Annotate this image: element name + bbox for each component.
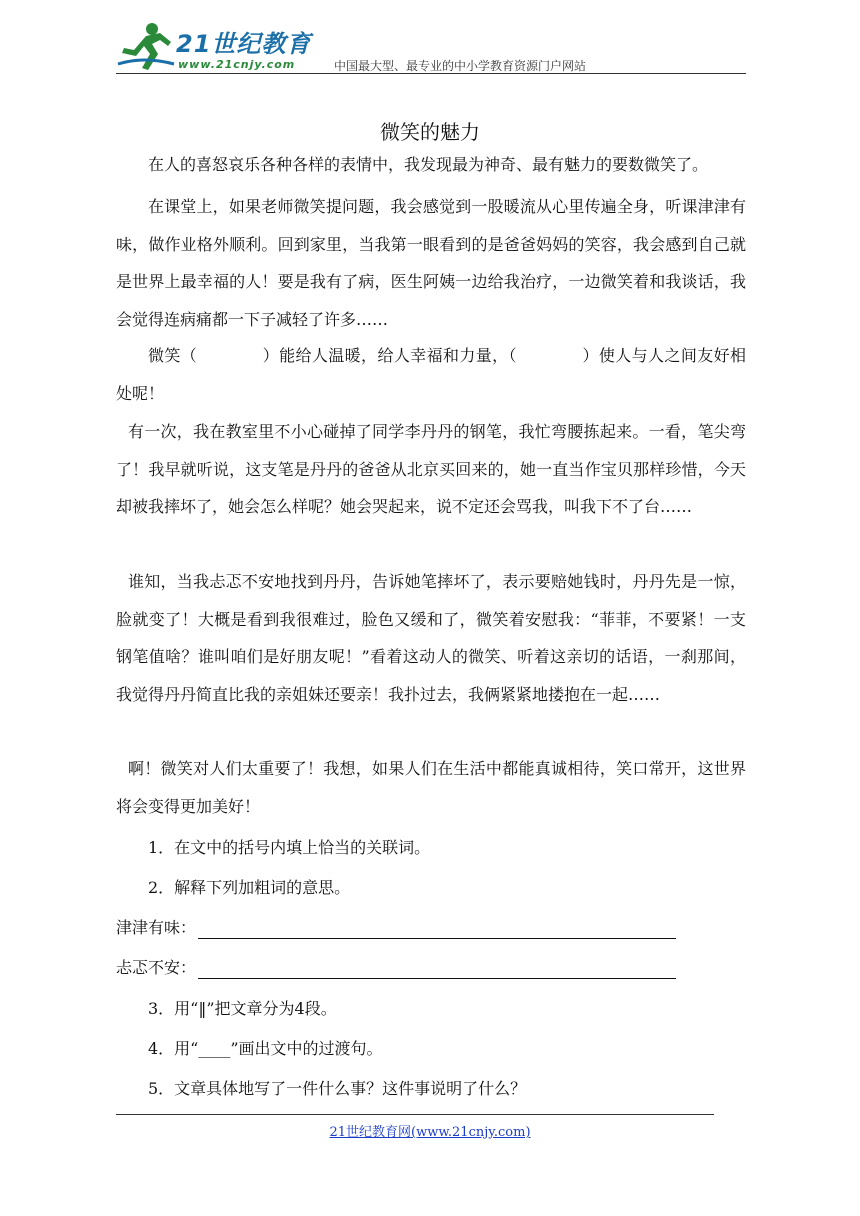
logo-url: www.21cnjy.com xyxy=(178,58,296,71)
paragraph-3: 微笑（ ）能给人温暖，给人幸福和力量，（ ）使人与人之间友好相处呢！ xyxy=(116,346,746,403)
paragraph-5: 谁知，当我忐忑不安地找到丹丹，告诉她笔摔坏了，表示要赔她钱时，丹丹先是一惊，脸就变了！大概是看到我很难过，脸色又缓和了，微笑着安慰我：“菲菲，不要紧！一支钢笔值啥？谁叫咱们是好朋友呢！”看着这动人的微笑、听着这亲切的话语，一刹那间，我觉得丹丹简直比我的亲姐妹还要亲！我扑过去，我俩紧紧地搂抱在一起…… xyxy=(116,572,746,704)
page-header xyxy=(116,18,746,76)
site-tagline: 中国最大型、最专业的中小学教育资源门户网站 xyxy=(334,59,587,73)
runner-icon xyxy=(116,20,176,72)
paragraph-6: 啊！微笑对人们太重要了！我想，如果人们在生活中都能真诚相待，笑口常开，这世界将会变得更加美好！ xyxy=(116,759,746,816)
answer-blank-1[interactable] xyxy=(198,922,676,939)
question-3: 3．用“‖”把文章分为4段。 xyxy=(148,999,337,1018)
answer-blank-2[interactable] xyxy=(198,962,676,979)
answer-label-2: 忐忑不安： xyxy=(116,958,197,977)
question-5: 5．文章具体地写了一件什么事？这件事说明了什么？ xyxy=(148,1079,527,1098)
answer-line-2 xyxy=(116,957,676,979)
article-title: 微笑的魅力 xyxy=(380,120,480,144)
question-1: 1．在文中的括号内填上恰当的关联词。 xyxy=(148,838,431,857)
footer-divider xyxy=(116,1114,714,1115)
paragraph-1: 在人的喜怒哀乐各种各样的表情中，我发现最为神奇、最有魅力的要数微笑了。 xyxy=(148,155,709,174)
header-divider xyxy=(116,73,746,74)
logo-text: 21世纪教育 xyxy=(176,30,312,58)
question-4: 4．用“____”画出文中的过渡句。 xyxy=(148,1039,383,1058)
paragraph-4: 有一次，我在教室里不小心碰掉了同学李丹丹的钢笔，我忙弯腰拣起来。一看，笔尖弯了！我早就听说，这支笔是丹丹的爸爸从北京买回来的，她一直当作宝贝那样珍惜，今天却被我摔坏了，她会怎么样呢？她会哭起来，说不定还会骂我，叫我下不了台…… xyxy=(116,422,746,516)
answer-line-1 xyxy=(116,917,676,939)
footer-link[interactable]: 21世纪教育网(www.21cnjy.com) xyxy=(329,1125,531,1140)
paragraph-2: 在课堂上，如果老师微笑提问题，我会感觉到一股暖流从心里传遍全身，听课津津有味，做作业格外顺利。回到家里，当我第一眼看到的是爸爸妈妈的笑容，我会感到自己就是世界上最幸福的人！要是我有了病，医生阿姨一边给我治疗，一边微笑着和我谈话，我会觉得连病痛都一下子减轻了许多…… xyxy=(116,197,746,329)
answer-label-1: 津津有味： xyxy=(116,918,197,937)
site-logo[interactable] xyxy=(116,20,336,72)
question-2: 2．解释下列加粗词的意思。 xyxy=(148,878,351,897)
